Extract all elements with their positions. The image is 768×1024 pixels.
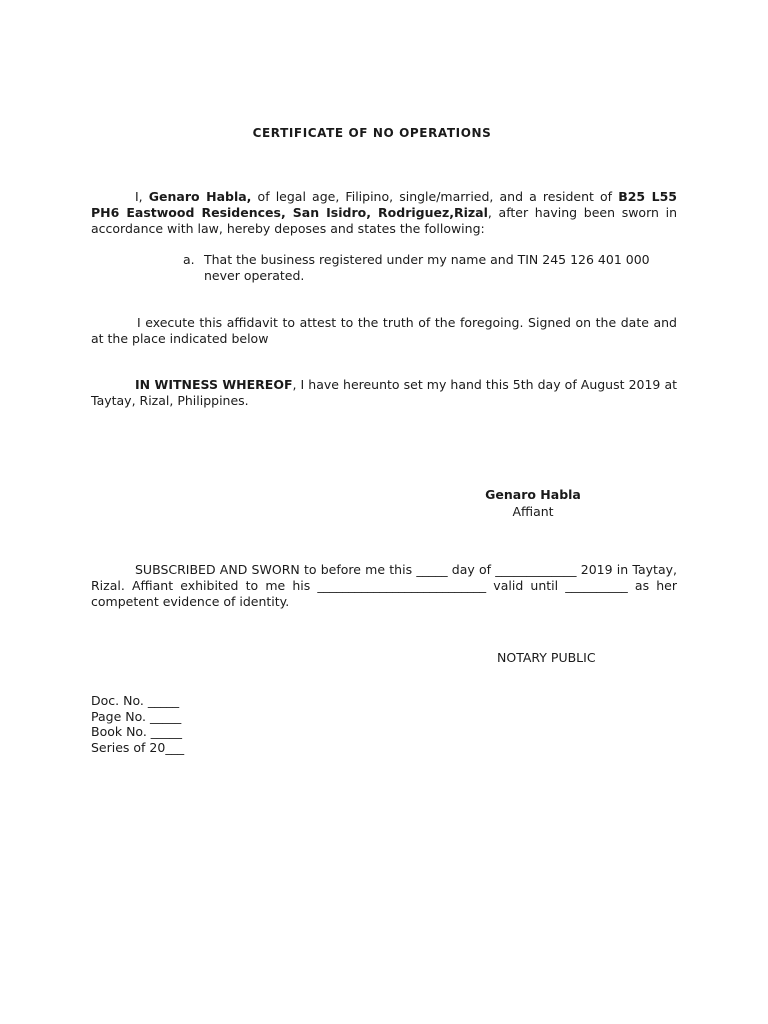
doc-no-line: Doc. No. _____: [91, 693, 180, 708]
attestation-paragraph: [91, 315, 677, 347]
signature-role: Affiant: [512, 504, 554, 519]
page-no-line: Page No. _____: [91, 708, 182, 724]
affiant-intro-paragraph: [91, 189, 677, 237]
attestation-text: I execute this affidavit to attest to the truth of the foregoing. Signed on the date and at the place indicated below: [91, 315, 677, 346]
intro-prefix: I,: [135, 189, 149, 204]
notarial-register-block: [91, 693, 184, 755]
series-line: Series of 20___: [91, 739, 185, 755]
book-no-line: Book No. _____: [91, 724, 183, 739]
affiant-name: Genaro Habla,: [148, 189, 252, 204]
item-text: That the business registered under my name and TIN 245 126 401 000 never operated.: [204, 252, 650, 283]
intro-middle: of legal age, Filipino, single/married, and a resident of: [251, 189, 619, 204]
witness-paragraph: [91, 377, 677, 409]
signature-name: Genaro Habla: [485, 487, 581, 502]
statement-item-a: [183, 252, 677, 284]
item-marker: a.: [183, 252, 195, 267]
affiant-address: B25 L55 PH6 Eastwood Residences, San Isidro, Rodriguez,Rizal: [91, 189, 677, 220]
witness-text: , I have hereunto set my hand this 5th day of August 2019 at Taytay, Rizal, Philippines.: [91, 377, 678, 408]
jurat-text: SUBSCRIBED AND SWORN to before me this _____ day of _____________ 2019 in Taytay, Rizal. Affiant exhibited to me his ___________________________ valid until __________ as her competent evidence of identity.: [91, 562, 677, 609]
intro-suffix: , after having been sworn in accordance with law, hereby deposes and states the following:: [91, 205, 677, 236]
witness-heading: IN WITNESS WHEREOF: [135, 377, 293, 392]
document-title: CERTIFICATE OF NO OPERATIONS: [252, 126, 492, 140]
notary-public-label: NOTARY PUBLIC: [497, 650, 596, 665]
jurat-paragraph: [91, 562, 677, 610]
